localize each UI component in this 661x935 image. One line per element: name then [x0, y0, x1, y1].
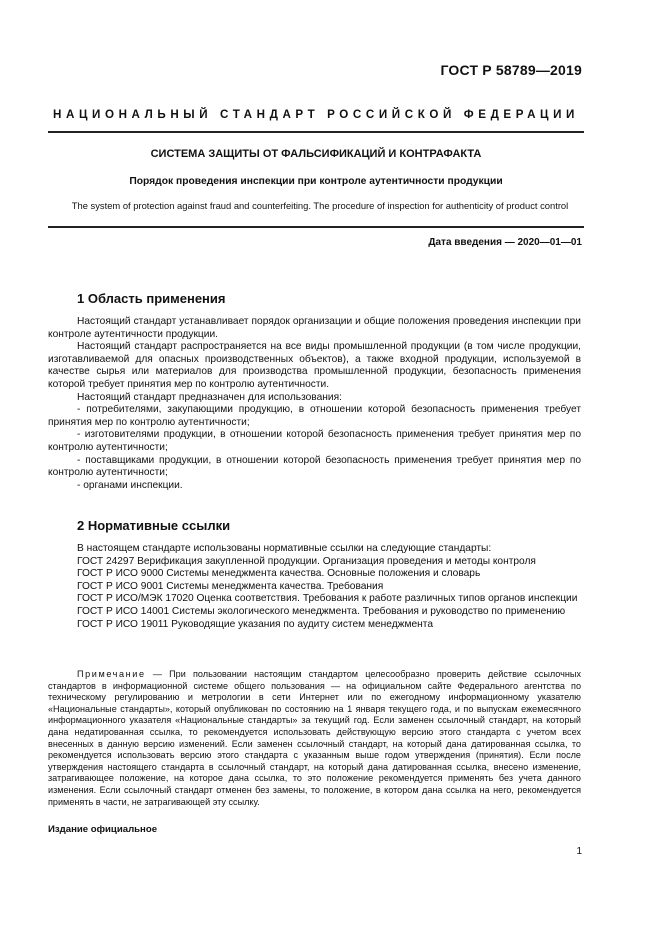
national-standard-banner: НАЦИОНАЛЬНЫЙ СТАНДАРТ РОССИЙСКОЙ ФЕДЕРАЦИИ [53, 108, 579, 121]
edition-label: Издание официальное [48, 824, 158, 835]
list-item: - поставщиками продукции, в отношении которой безопасность применения требует принятия мер по контролю аутентичности; [48, 454, 581, 479]
document-subtitle: Порядок проведения инспекции при контроле аутентичности продукции [129, 176, 503, 187]
paragraph: Настоящий стандарт устанавливает порядок организации и общие положения проведения инспекции при контроле аутентичности продукции. [48, 316, 581, 340]
reference-item: ГОСТ Р ИСО/МЭК 17020 Оценка соответствия. Требования к работе различных типов органов инспекции [77, 593, 578, 605]
paragraph: Настоящий стандарт распространяется на все виды промышленной продукции (в том числе продукции, изготавливаемой для опасных производственных объектов), а также входной продукции, используемой в качестве сырья или материалов для производства промышленной продукции, безопасность применения которой требует принятия мер по контролю аутентичности. [48, 341, 581, 390]
section-1-body [48, 316, 581, 492]
reference-item: ГОСТ Р ИСО 14001 Системы экологического менеджмента. Требования и руководство по применению [77, 605, 566, 617]
paragraph: Настоящий стандарт предназначен для использования: [77, 391, 342, 403]
note-block [48, 669, 581, 808]
gost-number: ГОСТ Р 58789—2019 [440, 62, 582, 78]
section-1-heading: 1 Область применения [77, 291, 226, 306]
top-rule [48, 131, 584, 133]
section-2-heading: 2 Нормативные ссылки [77, 518, 231, 533]
list-item: - потребителями, закупающими продукцию, в отношении которой безопасность применения требует принятия мер по контролю аутентичности; [48, 404, 581, 428]
title-rule [48, 226, 584, 228]
note-label: Примечание [77, 669, 146, 679]
reference-item: ГОСТ 24297 Верификация закупленной продукции. Организация проведения и методы контроля [77, 555, 536, 567]
document-title: СИСТЕМА ЗАЩИТЫ ОТ ФАЛЬСИФИКАЦИЙ И КОНТРАФАКТА [150, 148, 482, 160]
english-title: The system of protection against fraud and counterfeiting. The procedure of inspection for authenticity of product control [71, 200, 569, 211]
section-2-body [48, 543, 581, 631]
note-text: — При пользовании настоящим стандартом целесообразно проверить действие ссылочных стандартов в информационной системе общего пользования — на официальном сайте Федерального агентства по техническому регулированию и метрологии в сети Интернет или по ежегодному информационному указателю «Национальные стандарты», который опубликован по состоянию на 1 января текущего года, и по выпускам ежемесячного информационного указателя «Национальные стандарты» за текущий год. Если заменен ссылочный стандарт, на который дана недатированная ссылка, то рекомендуется использовать действующую версию этого стандарта с учетом всех внесенных в данную версию изменений. Если заменен ссылочный стандарт, на который дана датированная ссылка, то рекомендуется использовать версию этого стандарта с указанным выше годом утверждения (принятия). Если после утверждения настоящего стандарта в ссылочный стандарт, на который дана датированная ссылка, внесено изменение, затрагивающее положение, на которое дана ссылка, то это положение рекомендуется применять без учета данного изменения. Если ссылочный стандарт отменен без замены, то положение, в котором дана ссылка на него, рекомендуется применять в части, не затрагивающей эту ссылку. [48, 669, 581, 807]
paragraph: В настоящем стандарте использованы нормативные ссылки на следующие стандарты: [77, 543, 492, 554]
reference-item: ГОСТ Р ИСО 19011 Руководящие указания по аудиту систем менеджмента [77, 618, 433, 630]
introduction-date: Дата введения — 2020—01—01 [428, 237, 582, 248]
page-number: 1 [576, 846, 582, 857]
list-item: - органами инспекции. [77, 479, 183, 491]
reference-item: ГОСТ Р ИСО 9001 Системы менеджмента качества. Требования [77, 580, 384, 592]
list-item: - изготовителями продукции, в отношении которой безопасность применения требует принятия мер по контролю аутентичности; [48, 429, 581, 453]
reference-item: ГОСТ Р ИСО 9000 Системы менеджмента качества. Основные положения и словарь [77, 568, 481, 580]
